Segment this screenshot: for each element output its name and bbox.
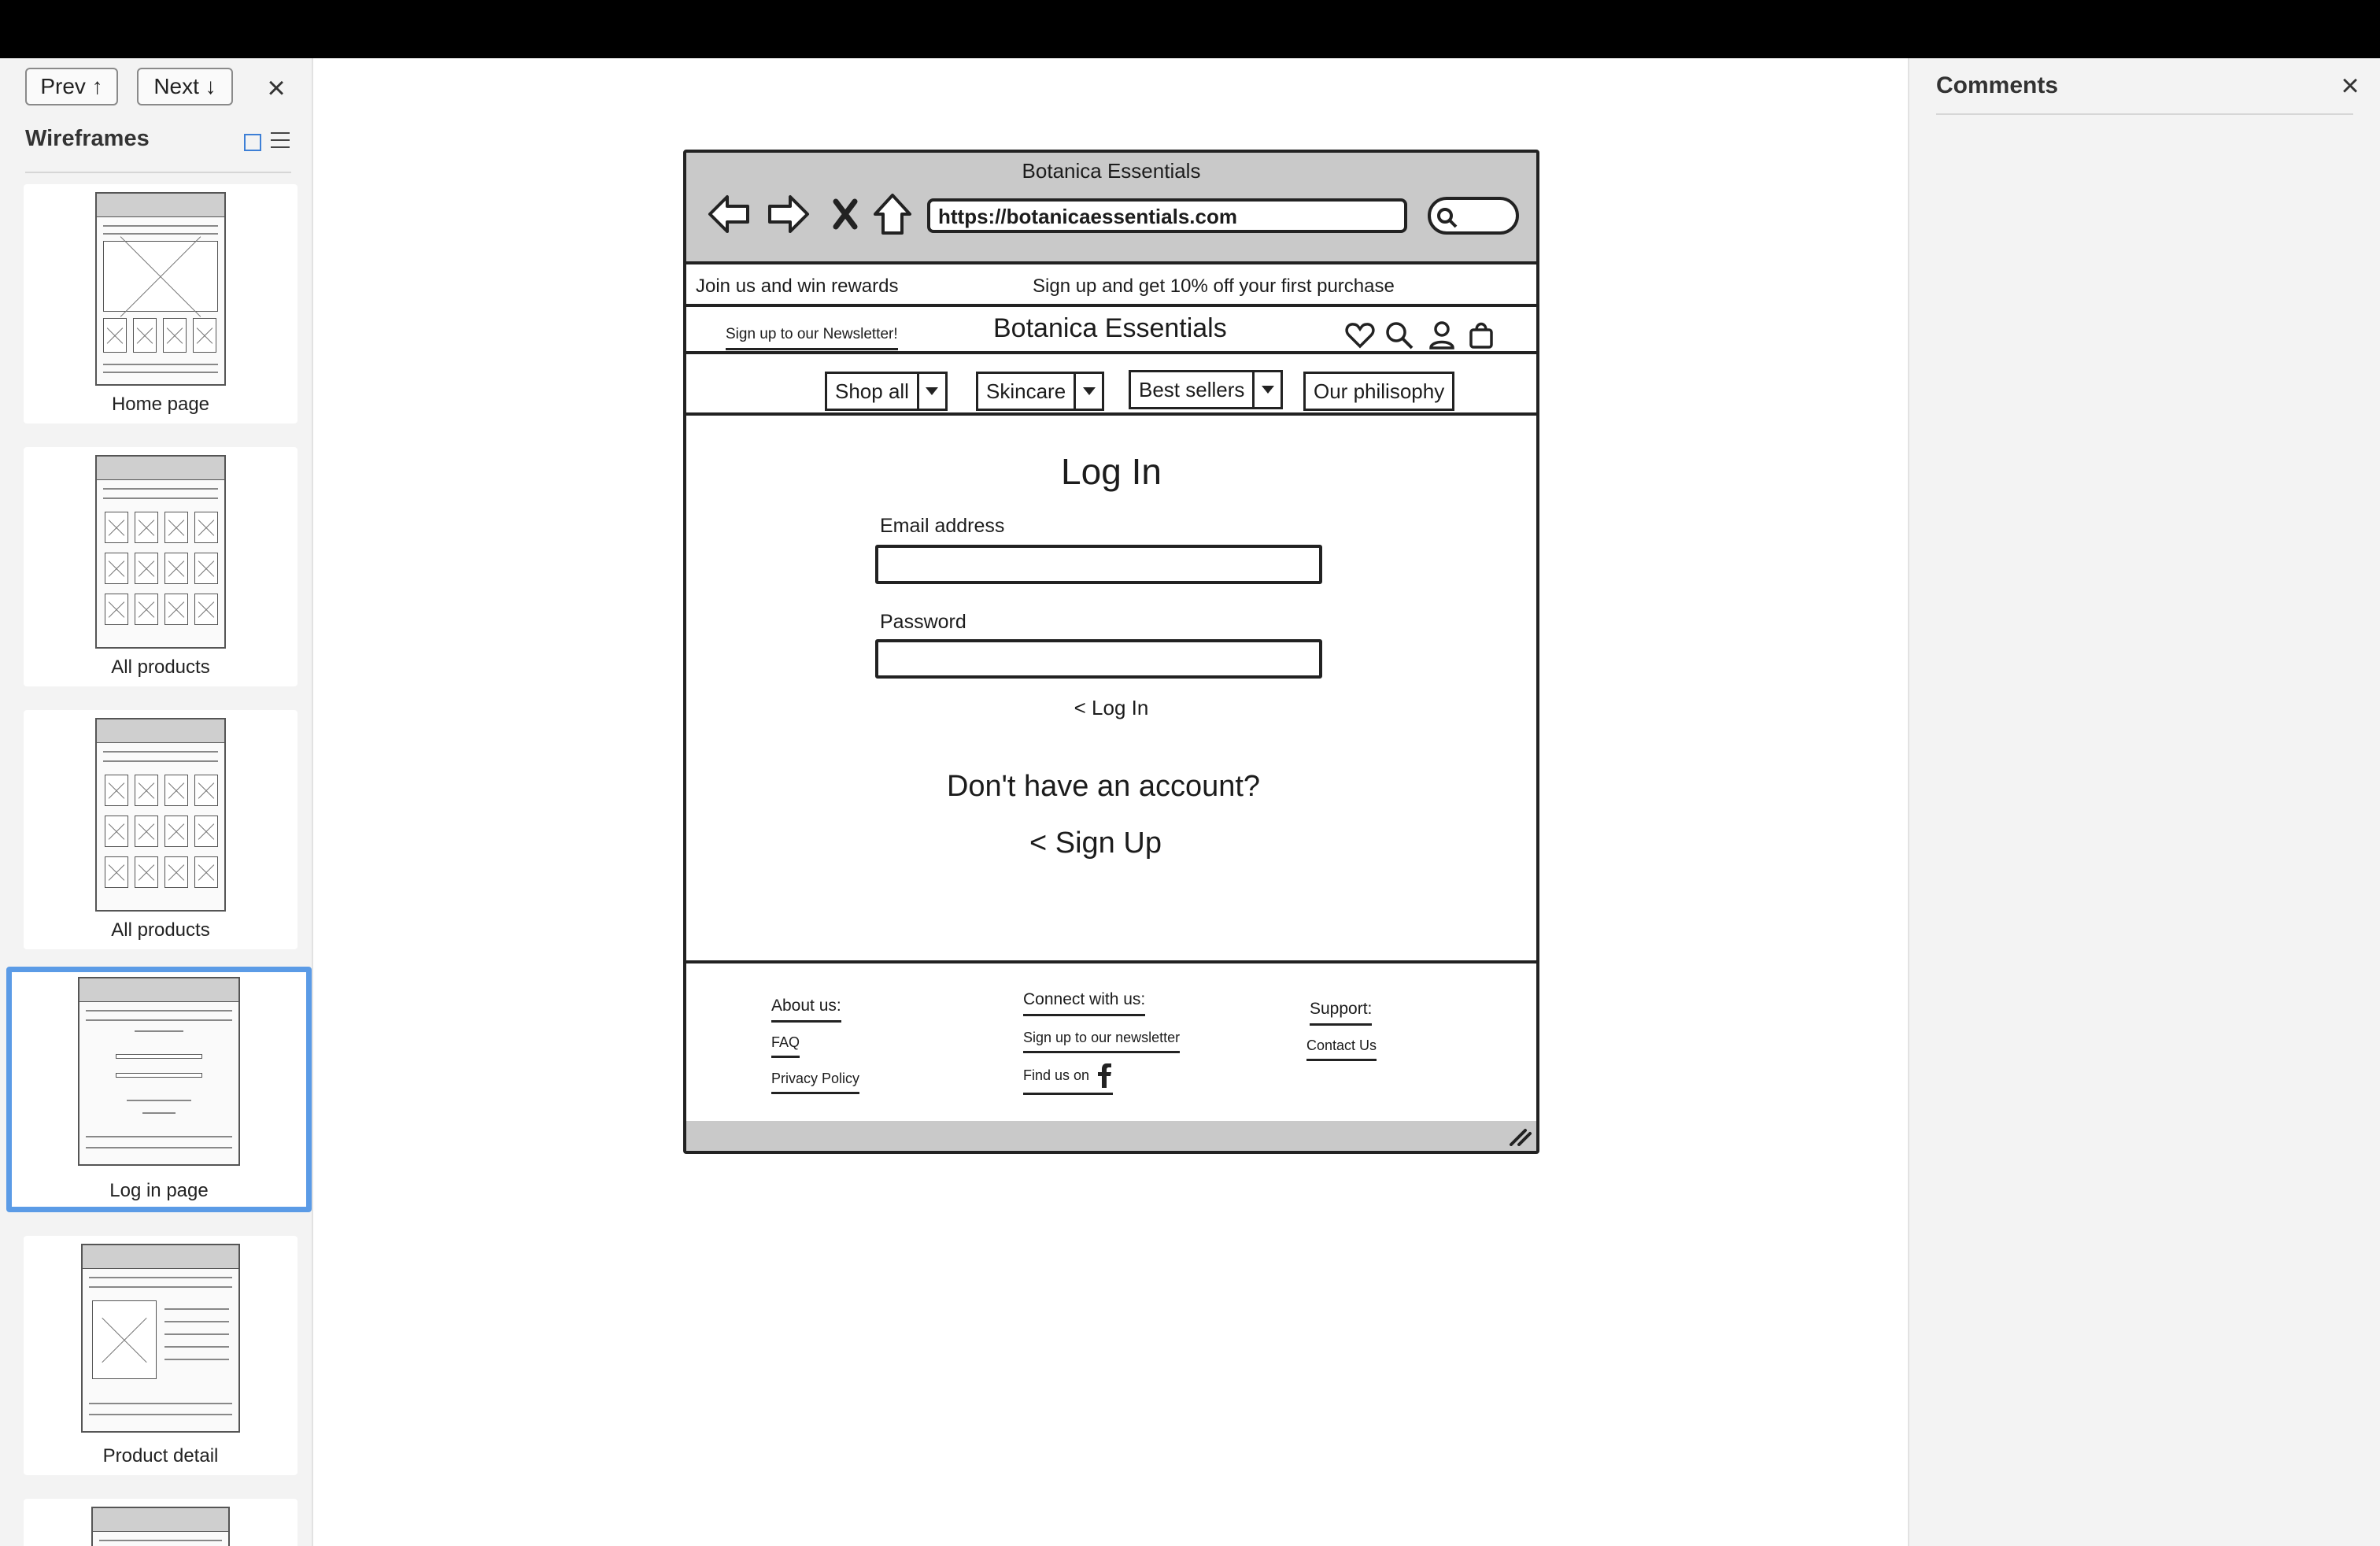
- footer-about-heading: About us:: [771, 997, 841, 1023]
- chevron-down-icon[interactable]: [1074, 374, 1102, 409]
- prev-button[interactable]: Prev ↑: [25, 68, 118, 105]
- back-arrow-icon[interactable]: [705, 190, 752, 238]
- footer-privacy-link[interactable]: Privacy Policy: [771, 1071, 859, 1094]
- search-icon: [1436, 206, 1459, 230]
- thumbnail-image: [95, 718, 226, 912]
- email-field[interactable]: [875, 545, 1322, 584]
- newsletter-link[interactable]: Sign up to our Newsletter!: [726, 326, 898, 350]
- nav-label: Shop all: [835, 379, 909, 403]
- nav-shop-all[interactable]: [825, 372, 948, 411]
- page-thumb-product-detail[interactable]: [24, 1236, 298, 1475]
- user-icon[interactable]: [1426, 320, 1458, 351]
- wireframes-title: Wireframes: [25, 126, 150, 151]
- close-icon[interactable]: ×: [267, 71, 286, 105]
- header-icons: [1344, 320, 1494, 351]
- nav-best-sellers[interactable]: [1129, 370, 1283, 409]
- login-title: Log In: [1061, 451, 1162, 492]
- thumbnail-image: [95, 192, 226, 386]
- browser-search-field[interactable]: [1428, 197, 1519, 235]
- divider: [25, 172, 291, 173]
- footer-connect-heading: Connect with us:: [1023, 990, 1145, 1016]
- main-nav: [686, 357, 1536, 416]
- site-footer: [686, 960, 1536, 1124]
- page-thumb-home[interactable]: [24, 184, 298, 423]
- sign-up-button[interactable]: < Sign Up: [1029, 827, 1162, 860]
- home-icon[interactable]: [869, 190, 916, 238]
- password-label: Password: [880, 611, 966, 633]
- browser-chrome: [686, 153, 1536, 264]
- resize-grip-icon[interactable]: [1508, 1126, 1532, 1146]
- footer-newsletter-link[interactable]: Sign up to our newsletter: [1023, 1030, 1180, 1053]
- brand-title[interactable]: Botanica Essentials: [993, 313, 1227, 343]
- footer-contact-link[interactable]: Contact Us: [1306, 1037, 1377, 1061]
- rewards-link[interactable]: Join us and win rewards: [696, 276, 899, 297]
- nav-label: Best sellers: [1139, 377, 1245, 401]
- comments-title: Comments: [1936, 72, 2059, 98]
- page-thumb-label: Product detail: [102, 1445, 219, 1466]
- login-page-wireframe: [683, 150, 1539, 1154]
- find-us-label: Find us on: [1023, 1067, 1090, 1083]
- email-label: Email address: [880, 515, 1005, 537]
- page-thumb-label: All products: [111, 919, 210, 941]
- page-thumb-all-products-2[interactable]: [24, 710, 298, 949]
- promo-bar: [686, 268, 1536, 307]
- wireframes-sidebar: [0, 58, 313, 1546]
- nav-our-philosophy[interactable]: [1303, 372, 1454, 411]
- view-toggle: [244, 132, 294, 156]
- discount-banner[interactable]: Sign up and get 10% off your first purchase: [1033, 276, 1395, 297]
- top-black-bar: [0, 0, 2380, 58]
- browser-status-bar: [686, 1121, 1536, 1151]
- divider: [1936, 113, 2353, 115]
- thumbnail-image: [95, 455, 226, 649]
- nav-label: Skincare: [986, 379, 1066, 403]
- page-thumb-label: Log in page: [109, 1180, 209, 1201]
- stop-icon[interactable]: [822, 190, 869, 238]
- chevron-down-icon[interactable]: [1252, 372, 1281, 407]
- chevron-down-icon[interactable]: [917, 374, 945, 409]
- nav-skincare[interactable]: [976, 372, 1104, 411]
- footer-faq-link[interactable]: FAQ: [771, 1034, 800, 1058]
- search-icon[interactable]: [1384, 320, 1415, 351]
- shopping-bag-icon[interactable]: [1465, 320, 1497, 351]
- forward-arrow-icon[interactable]: [765, 190, 812, 238]
- footer-support-heading: Support:: [1310, 1000, 1372, 1026]
- browser-title: Botanica Essentials: [1022, 159, 1201, 183]
- log-in-button[interactable]: < Log In: [1074, 696, 1149, 719]
- thumbnail-image: [78, 977, 240, 1166]
- site-header: [686, 310, 1536, 354]
- url-bar[interactable]: https://botanicaessentials.com: [927, 198, 1407, 233]
- close-icon[interactable]: ×: [2341, 68, 2360, 103]
- nav-label: Our philisophy: [1314, 379, 1445, 403]
- page-thumb-label: All products: [111, 656, 210, 678]
- password-field[interactable]: [875, 639, 1322, 679]
- page-thumb-next[interactable]: [24, 1499, 298, 1546]
- no-account-heading: Don't have an account?: [946, 770, 1261, 803]
- heart-icon[interactable]: [1344, 320, 1376, 351]
- page-thumb-label: Home page: [111, 394, 210, 415]
- facebook-icon[interactable]: [1096, 1063, 1113, 1088]
- comments-panel: [1908, 58, 2380, 1546]
- next-button[interactable]: Next ↓: [137, 68, 233, 105]
- page-thumb-all-products[interactable]: [24, 447, 298, 686]
- footer-find-us-link[interactable]: [1023, 1063, 1113, 1095]
- list-view-icon[interactable]: [271, 132, 290, 153]
- thumbnail-image: [81, 1244, 240, 1433]
- thumbnail-image: [91, 1507, 230, 1546]
- page-thumb-log-in[interactable]: [6, 967, 312, 1212]
- grid-view-icon[interactable]: [244, 134, 261, 151]
